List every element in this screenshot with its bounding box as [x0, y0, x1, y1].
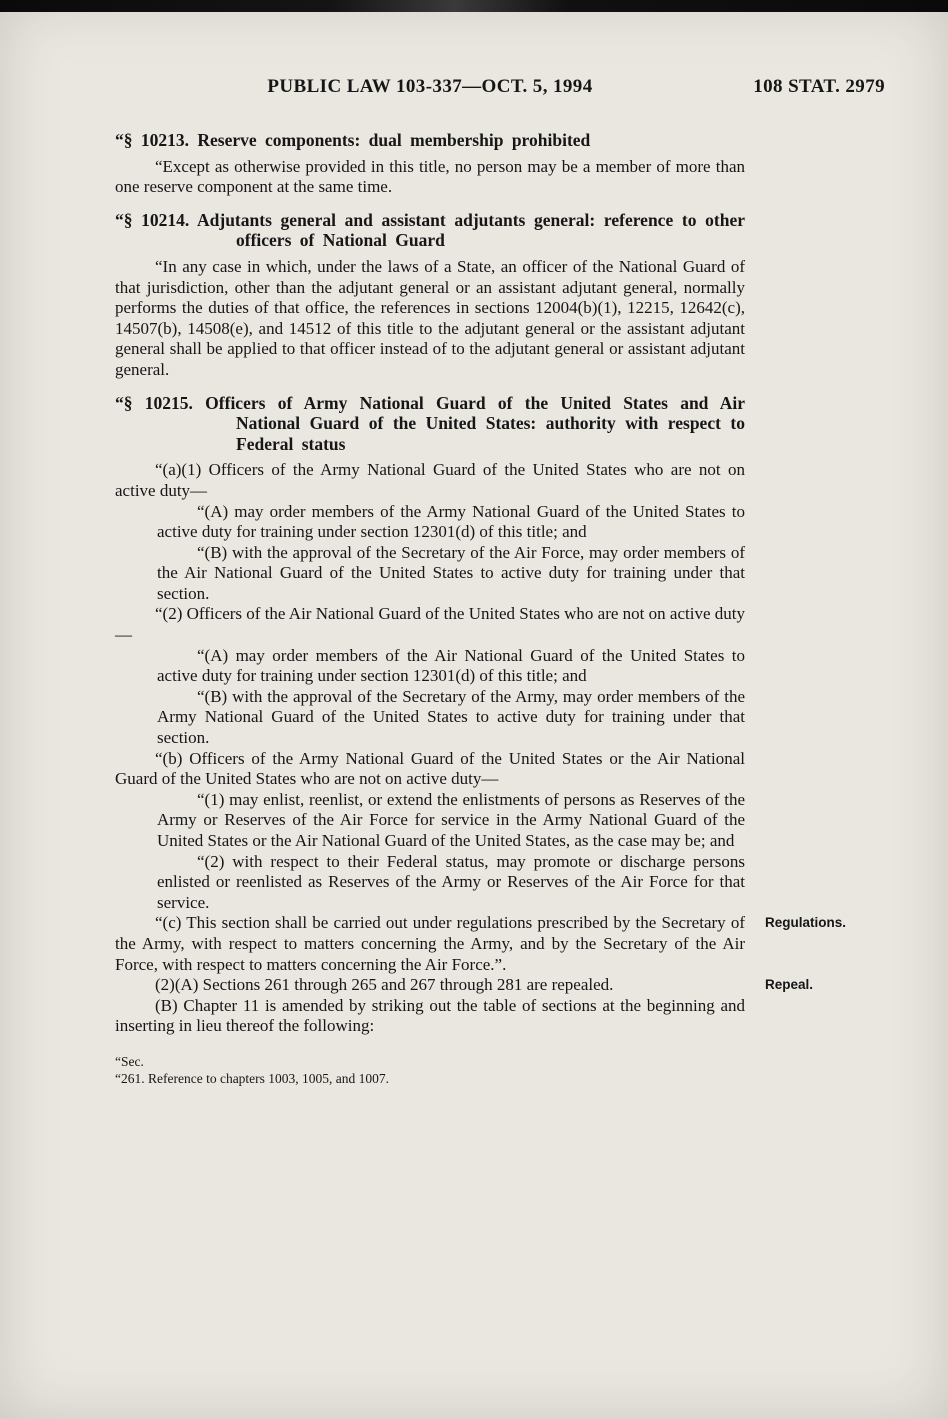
section-10215-para-a2: “(2) Officers of the Air National Guard of the United States who are not on active duty—	[115, 604, 745, 645]
amendment-para-2A: (2)(A) Sections 261 through 265 and 267 through 281 are repealed.	[155, 975, 614, 995]
section-10213-heading: “§ 10213. Reserve components: dual membership prohibited	[115, 130, 591, 150]
body-column	[115, 118, 847, 1087]
section-10214-body: “In any case in which, under the laws of a State, an officer of the National Guard of that jurisdiction, other than the adjutant general or an assistant adjutant general, normally performs the duties of that office, the references in sections 12004(b)(1), 12215, 12642(c), 14507(b), 14508(e), and 14512 of this title to the adjutant general or the assistant adjutant general shall be applied to that officer instead of to the adjutant general or assistant adjutant general.	[115, 256, 745, 379]
section-10215-para-b2: “(2) with respect to their Federal status, may promote or discharge persons enlisted or reenlisted as Reserves of the Army or Reserves of the Air Force for that service.	[157, 851, 745, 912]
section-10215-para-a1: “(a)(1) Officers of the Army National Guard of the United States who are not on active duty—	[115, 460, 745, 500]
section-10215-para-a1-B: “(B) with the approval of the Secretary of the Air Force, may order members of the Air National Guard of the United States to active duty for training under that section.	[157, 542, 745, 603]
section-10215-heading: “§ 10215. Officers of Army National Guard of the United States and Air National Guard of the United States: authority with respect to Federal status	[115, 392, 745, 454]
scan-artifact-top-bar	[0, 0, 948, 12]
margin-note-regulations: Regulations.	[765, 915, 847, 931]
amendment-2A-with-note	[115, 975, 814, 996]
table-of-sections-entry-261: “261. Reference to chapters 1003, 1005, and 1007.	[115, 1070, 390, 1086]
section-10215-para-a2-A: “(A) may order members of the Air National Guard of the United States to active duty for training under section 12301(d) of this title; and	[157, 645, 745, 686]
running-head-law-title: PUBLIC LAW 103-337—OCT. 5, 1994	[267, 76, 593, 97]
table-of-sections-sec-label: “Sec.	[115, 1053, 144, 1069]
section-10215-para-b: “(b) Officers of the Army National Guard of the United States or the Air National Guard of the United States who are not on active duty—	[115, 748, 745, 789]
margin-note-repeal: Repeal.	[765, 977, 814, 993]
running-head-stat-number: 108 STAT. 2979	[753, 76, 885, 97]
section-10215-para-c: “(c) This section shall be carried out under regulations prescribed by the Secretary of the Army, with respect to matters concerning the Army, and by the Secretary of the Air Force, with respect to matters concerning the Air Force.”.	[115, 913, 745, 974]
paragraph-c-with-note	[115, 913, 847, 975]
amendment-para-B: (B) Chapter 11 is amended by striking out the table of sections at the beginning and inserting in lieu thereof the following:	[115, 995, 745, 1036]
section-10214-heading: “§ 10214. Adjutants general and assistant adjutants general: reference to other officers of National Guard	[115, 209, 745, 251]
running-head	[115, 76, 885, 98]
section-10215-para-b1: “(1) may enlist, reenlist, or extend the enlistments of persons as Reserves of the Army or Reserves of the Air Force for service in the Army National Guard of the United States or the Air National Guard of the United States, as the case may be; and	[157, 789, 745, 850]
section-10215-para-a1-A: “(A) may order members of the Army National Guard of the United States to active duty for training under section 12301(d) of this title; and	[157, 501, 745, 542]
section-10213-body: “Except as otherwise provided in this title, no person may be a member of more than one reserve component at the same time.	[115, 156, 745, 197]
section-10215-para-a2-B: “(B) with the approval of the Secretary of the Army, may order members of the Army National Guard of the United States to active duty for training under that section.	[157, 686, 745, 748]
table-of-sections	[115, 1053, 745, 1087]
